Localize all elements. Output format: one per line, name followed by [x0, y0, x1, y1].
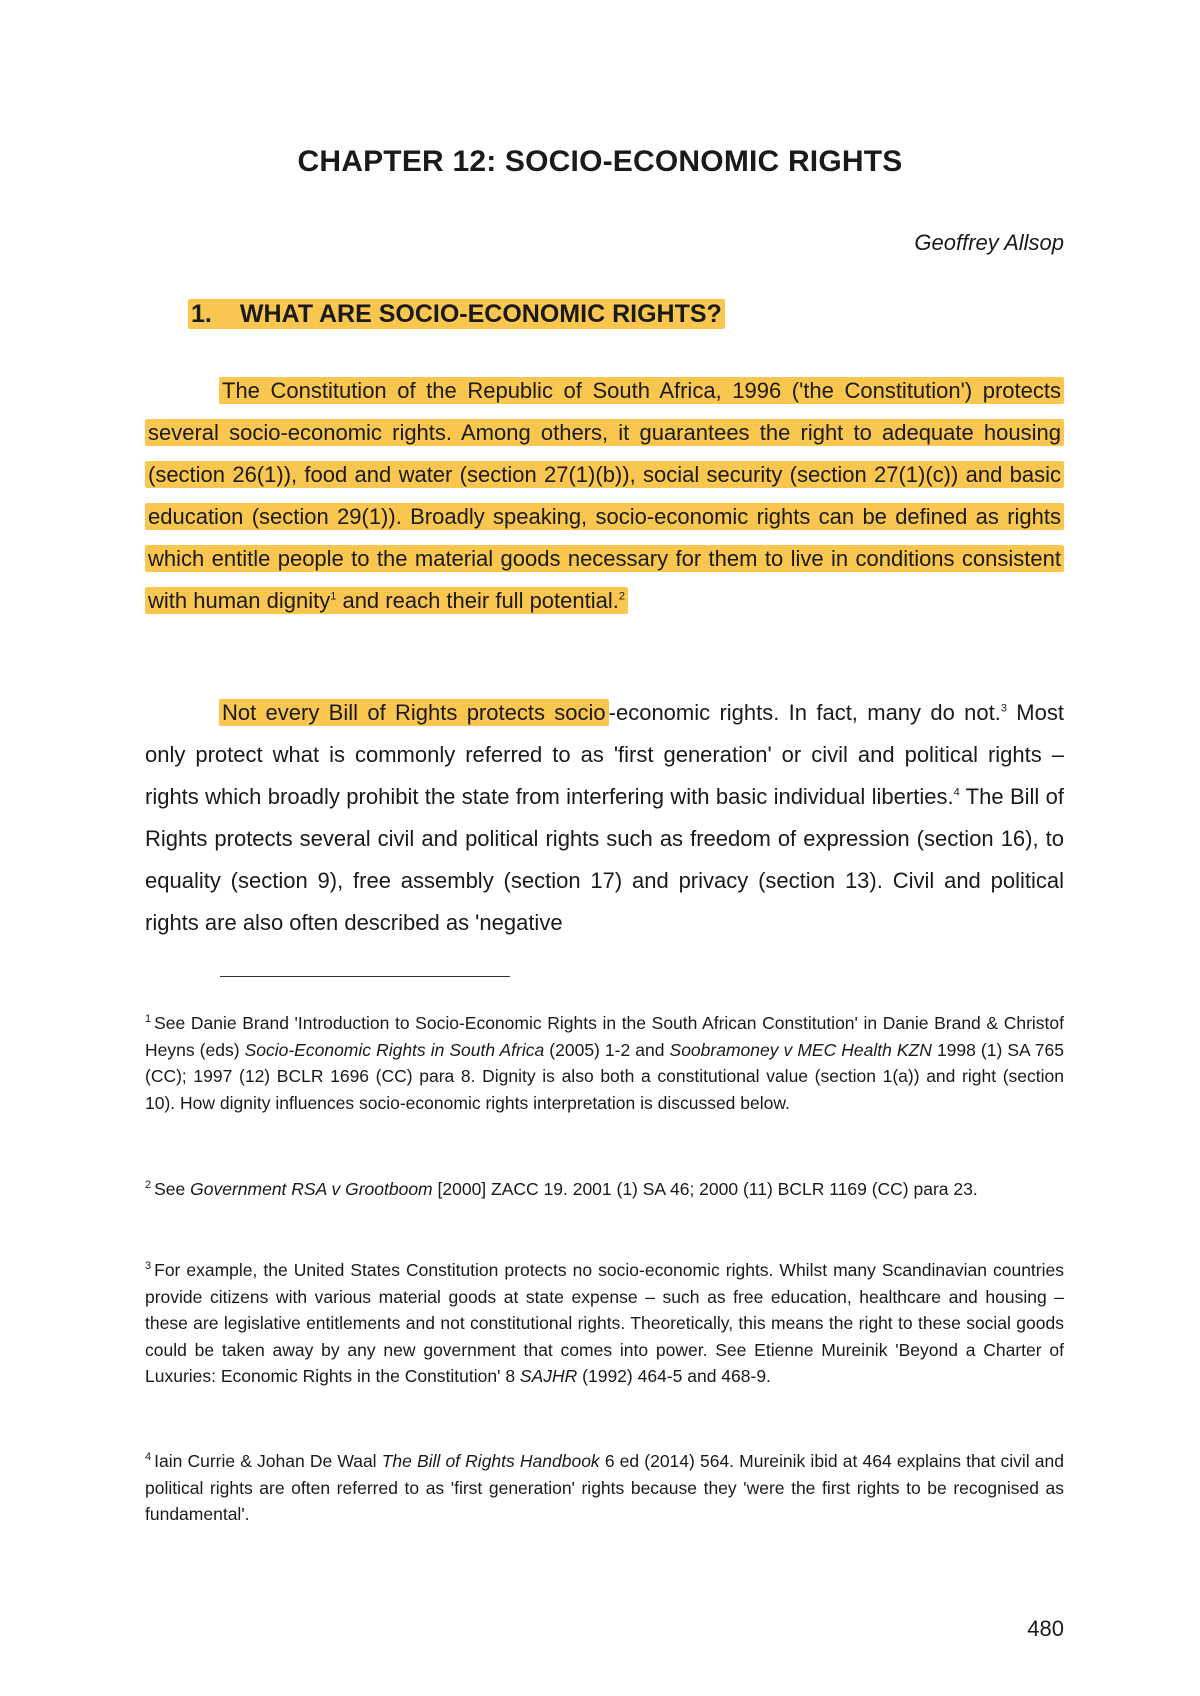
paragraph-2-text-a: -economic rights. In fact, many do not. [608, 700, 1001, 725]
paragraph-2-text-b: Most only protect what is commonly referred to as 'first generation' or civil and political rights – rights which broadly prohibit the state from interfering with basic individual liberties. [145, 700, 1064, 809]
footnote-1-mark: 1 [145, 1013, 152, 1026]
footnote-ref-3[interactable]: 3 [1000, 702, 1007, 715]
footnote-3-text-1: For example, the United States Constitution protects no socio-economic rights. Whilst many Scandinavian countries provide citizens with various material goods at state expense – such as free education, healthcare and housing – these are legislative entitlements and not constitutional rights. Theoretically, this means the right to these social goods could be taken away by any new government that comes into power. See Etienne Mureinik 'Beyond a Charter of Luxuries: Economic Rights in the Constitution' 8 [145, 1260, 1064, 1386]
section-title: WHAT ARE SOCIO-ECONOMIC RIGHTS? [239, 300, 722, 328]
footnote-2-text-2: [2000] ZACC 19. 2001 (1) SA 46; 2000 (11) BCLR 1169 (CC) para 23. [432, 1179, 978, 1199]
footnote-2-italic-1: Government RSA v Grootboom [190, 1179, 433, 1199]
section-heading-highlight [188, 299, 725, 329]
paragraph-1-highlight [145, 377, 1064, 614]
footnote-1-italic-1: Socio-Economic Rights in South Africa [244, 1039, 545, 1060]
paragraph-1-text-b: and reach their full potential. [336, 588, 619, 613]
footnote-3-italic-1: SAJHR [519, 1366, 578, 1386]
footnote-1-text-1: See Danie Brand 'Introduction to Socio-Economic Rights in the South African Constitution' in Danie Brand & Christof Heyns (eds) [145, 1013, 1064, 1060]
footnote-3 [145, 1257, 1064, 1390]
footnote-2-mark: 2 [145, 1179, 152, 1192]
paragraph-2 [145, 692, 1064, 944]
chapter-title: CHAPTER 12: SOCIO-ECONOMIC RIGHTS [297, 145, 903, 178]
paragraph-1 [145, 370, 1064, 622]
footnote-3-text-2: (1992) 464-5 and 468-9. [577, 1366, 771, 1386]
paragraph-1-text-a: The Constitution of the Republic of South Africa, 1996 ('the Constitution') protects several socio-economic rights. Among others, it guarantees the right to adequate housing (section 26(1)), food and water (section 27(1)(b)), social security (section 27(1)(c)) and basic education (section 29(1)). Broadly speaking, socio-economic rights can be defined as rights which entitle people to the material goods necessary for them to live in conditions consistent with human dignity [148, 378, 1061, 613]
footnote-2-text-1: See [154, 1179, 191, 1199]
footnote-4-text-2: 6 ed (2014) 564. Mureinik ibid at 464 explains that civil and political rights are often referred to as 'first generation' rights because they 'were the first rights to be recognised as fundamental'. [145, 1451, 1064, 1524]
footnote-3-mark: 3 [145, 1260, 152, 1273]
footnote-1 [145, 1010, 1064, 1116]
footnote-divider [220, 976, 510, 977]
paragraph-2-text-c: The Bill of Rights protects several civil and political rights such as freedom of expression (section 16), to equality (section 9), free assembly (section 17) and privacy (section 13). Civil and political rights are also often described as 'negative [145, 784, 1064, 935]
footnote-4-mark: 4 [145, 1451, 152, 1464]
footnote-1-text-2: (2005) 1-2 and [544, 1039, 670, 1060]
footnote-4-italic-1: The Bill of Rights Handbook [381, 1451, 600, 1471]
paragraph-2-highlight: Not every Bill of Rights protects socio [219, 699, 609, 726]
footnote-2 [145, 1176, 1064, 1203]
footnote-ref-1[interactable]: 1 [330, 590, 337, 603]
author-name: Geoffrey Allsop [914, 230, 1064, 255]
page-number: 480 [1027, 1616, 1064, 1641]
section-number: 1. [191, 300, 212, 328]
footnote-1-text-3: 1998 (1) SA 765 (CC); 1997 (12) BCLR 1696 (CC) para 8. Dignity is also both a constitutional value (section 1(a)) and right (section 10). How dignity influences socio-economic rights interpretation is discussed below. [145, 1039, 1064, 1113]
footnote-ref-4[interactable]: 4 [953, 786, 960, 799]
footnote-1-italic-2: Soobramoney v MEC Health KZN [669, 1039, 932, 1060]
footnote-ref-2[interactable]: 2 [618, 590, 625, 603]
footnote-4-text-1: Iain Currie & Johan De Waal [154, 1451, 382, 1471]
section-heading [188, 300, 725, 329]
footnote-4 [145, 1448, 1064, 1528]
